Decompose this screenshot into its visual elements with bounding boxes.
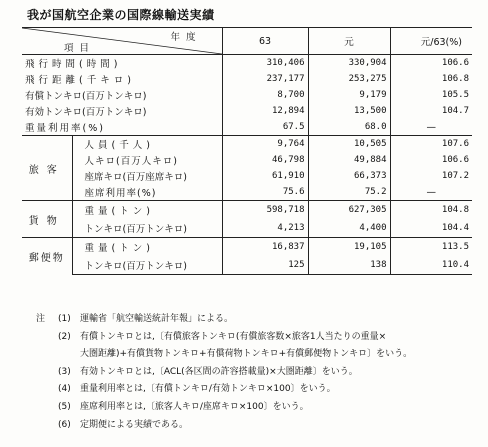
value-63: 67.5 [222,119,308,136]
value-gen: 19,105 [308,238,390,257]
value-63: 8,700 [222,87,308,103]
note-text: 重量利用率とは,〔有償トンキロ/有効トンキロ×100〕をいう。 [80,384,336,395]
table-row [22,152,472,168]
table-row [22,238,472,257]
note-number: (4) [58,384,71,395]
value-ratio: — [426,186,436,198]
row-label: 座席利用率(%) [72,184,222,201]
note-number: (1) [58,314,71,324]
note-number: (5) [58,401,71,412]
note-text: 定期便による実績である。 [80,419,189,430]
table-row [22,184,472,201]
value-ratio: 107.6 [390,136,472,153]
value-gen: 138 [308,256,390,275]
row-label: 人キロ(百万人キロ) [72,152,222,168]
table-row [22,256,472,275]
note-number: (6) [58,419,71,430]
row-label: 重量(トン) [72,201,222,220]
table-row [22,71,472,87]
note-item [36,346,482,364]
row-label: 有効トンキロ(百万トンキロ) [22,103,222,119]
note-item [36,329,482,347]
row-label: 飛行時間(時間) [22,55,222,72]
table-row [22,87,472,103]
category-mail: 郵便物 [22,238,72,275]
header-row [22,28,472,55]
value-ratio: 104.4 [441,223,469,233]
value-gen: 4,400 [308,219,390,238]
value-gen: 627,305 [308,201,390,220]
row-label: 有償トンキロ(百万トンキロ) [22,87,222,103]
value-63: 237,177 [222,71,308,87]
header-col-gen: 元 [308,28,390,55]
table-row [22,219,472,238]
value-ratio: 105.5 [441,90,469,100]
value-gen: 66,373 [308,168,390,184]
table-row [22,55,472,72]
header-col-63: 63 [222,28,308,55]
note-item [36,381,482,399]
note-text: 運輸省「航空輸送統計年報」による。 [80,314,234,324]
value-63: 310,406 [222,55,308,72]
row-label: 人員(千人) [72,136,222,153]
value-ratio: 106.6 [441,58,469,68]
header-col-ratio: 元/63(%) [390,28,472,55]
table-row [22,168,472,184]
notes-label: 注 [36,314,46,324]
notes-section [36,311,482,434]
note-item [36,399,482,417]
value-gen: 75.2 [308,184,390,201]
note-text: 座席利用率とは,〔旅客人キロ/座席キロ×100〕をいう。 [80,401,309,412]
transport-table [22,27,472,275]
header-nendo: 年度 [170,32,202,43]
row-label: 重量(トン) [72,238,222,257]
category-cargo: 貨物 [22,201,72,238]
value-ratio: 113.5 [390,238,472,257]
table-row [22,136,472,153]
note-number: (2) [58,331,71,342]
row-label: 座席キロ(百万座席キロ) [72,168,222,184]
value-ratio: 106.6 [441,155,469,165]
value-ratio: 107.2 [441,171,469,181]
value-63: 125 [222,256,308,275]
value-gen: 49,884 [308,152,390,168]
row-label: トンキロ(百万トンキロ) [72,219,222,238]
value-63: 4,213 [222,219,308,238]
value-ratio: 104.7 [441,106,469,116]
value-gen: 13,500 [308,103,390,119]
note-text: 有償トンキロとは,〔有償旅客トンキロ(有償旅客数×旅客1人当たりの重量× [80,331,387,342]
header-komoku: 項目 [64,43,96,54]
value-63: 598,718 [222,201,308,220]
value-ratio: 106.8 [441,74,469,84]
note-text: 大圏距離)+有償貨物トンキロ+有償荷物トンキロ+有償郵便物トンキロ〕をいう。 [80,349,413,360]
value-gen: 330,904 [308,55,390,72]
value-63: 12,894 [222,103,308,119]
table-row [22,103,472,119]
row-label: トンキロ(百万トンキロ) [72,256,222,275]
value-63: 61,910 [222,168,308,184]
header-diagonal-cell [22,28,222,55]
table-row [22,201,472,220]
value-ratio: 110.4 [390,256,472,275]
note-item [36,417,482,435]
value-gen: 9,179 [308,87,390,103]
value-gen: 68.0 [308,119,390,136]
table-row [22,119,472,136]
table-title: 我が国航空企業の国際線輸送実績 [27,8,215,22]
value-ratio: 104.8 [390,201,472,220]
row-label: 飛行距離(千キロ) [22,71,222,87]
value-63: 46,798 [222,152,308,168]
value-gen: 10,505 [308,136,390,153]
note-item [36,364,482,382]
category-passenger: 旅客 [22,136,72,201]
value-gen: 253,275 [308,71,390,87]
value-63: 16,837 [222,238,308,257]
row-label: 重量利用率(%) [22,119,222,136]
note-number: (3) [58,366,71,377]
value-ratio: — [426,121,436,133]
value-63: 75.6 [222,184,308,201]
value-63: 9,764 [222,136,308,153]
note-text: 有効トンキロとは,〔ACL(各区間の許容搭載量)×大圏距離〕をいう。 [80,366,358,377]
note-number [58,346,80,364]
note-item [36,311,482,329]
